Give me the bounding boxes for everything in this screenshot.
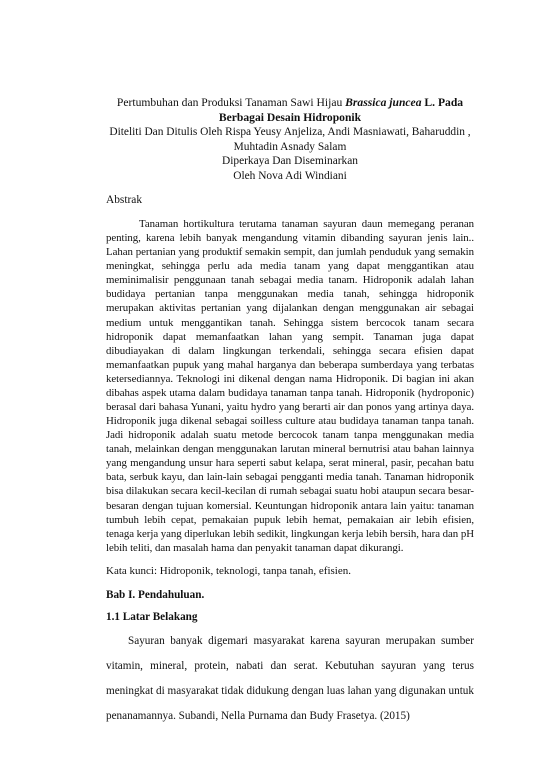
credits-block [106, 125, 474, 183]
authors-line-2: Muhtadin Asnady Salam [233, 140, 347, 153]
section-heading: 1.1 Latar Belakang [106, 610, 198, 623]
keywords-line: Kata kunci: Hidroponik, teknologi, tanpa tanah, efisien. [106, 564, 351, 577]
title-line2: Berbagai Desain Hidroponik [218, 110, 362, 124]
chapter-heading: Bab I. Pendahuluan. [106, 588, 205, 601]
abstract-text: Tanaman hortikultura terutama tanaman sayuran daun memegang peranan penting, karena lebih banyak mengandung vitamin dibanding sayuran jenis lain.. Lahan pertanian yang produktif semakin sempit, dan jumlah penduduk yang semakin meningkat, sehingga perlu ada media tanam yang dapat menggantikan atau meminimalisir penggunaan tanah sebagai media tanam. Hidroponik adalah lahan budidaya pertanian tanpa menggunakan media tanah, sehingga hidroponik merupakan aktivitas pertanian yang dijalankan dengan menggunakan air sebagai medium untuk menggantikan tanah. Sehingga sistem bercocok tanam secara hidroponik dapat memanfaatkan lahan yang sempit. Tanaman juga dapat dibudiayakan di dalam lingkungan terkendali, sehingga secara efisien dapat memanfaatkan pupuk yang mahal harganya dan beberapa sumberdaya yang terbatas ketersediannya. Teknologi ini dikenal dengan nama Hidroponik. Di bagian ini akan dibahas aspek utama dalam budidaya tanaman tanpa tanah. Hidroponik (hydroponic) berasal dari bahasa Yunani, yaitu hydro yang berarti air dan ponos yang artinya daya. Hidroponik juga dikenal sebagai soilless culture atau budidaya tanaman tanpa tanah. Jadi hidroponik adalah suatu metode bercocok tanam tanpa menggunakan media tanah, melainkan dengan menggunakan larutan mineral bernutrisi atau bahan lainnya yang mengandung unsur hara seperti sabut kelapa, serat mineral, pasir, pecahan batu bata, serbuk kayu, dan lain-lain sebagai pengganti media tanah. Tanaman hidroponik bisa dilakukan secara kecil-kecilan di rumah sebagai suatu hobi ataupun secara besar-besaran dengan tujuan komersial. Keuntungan hidroponik antara lain yaitu: tanaman tumbuh lebih cepat, pemakaian pupuk lebih hemat, pemakaian air lebih efisien, tenaga kerja yang diperlukan lebih sedikit, lingkungan kerja lebih bersih, hara dan pH lebih teliti, dan masalah hama dan penyakit tanaman dapat dikurangi. [106, 218, 474, 554]
presenter-line: Oleh Nova Adi Windiani [233, 169, 347, 182]
body-paragraph: Sayuran banyak digemari masyarakat karena sayuran merupakan sumber vitamin, mineral, protein, nabati dan serat. Kebutuhan sayuran yang terus meningkat di masyarakat tidak didukung dengan luas lahan yang digunakan untuk penanamannya. Subandi, Nella Purnama dan Budy Frasetya. (2015) [106, 634, 474, 722]
page-content [106, 96, 474, 729]
title-part2: L. Pada [421, 96, 464, 109]
enriched-by-line: Diperkaya Dan Diseminarkan [221, 155, 358, 167]
authors-line-1: Diteliti Dan Ditulis Oleh Rispa Yeusy Anjeliza, Andi Masniawati, Baharuddin , [109, 126, 471, 138]
document-title [106, 96, 474, 125]
abstract-heading: Abstrak [106, 194, 143, 206]
title-part1: Pertumbuhan dan Produksi Tanaman Sawi Hijau [116, 96, 346, 109]
title-species: Brassica juncea [345, 96, 422, 109]
